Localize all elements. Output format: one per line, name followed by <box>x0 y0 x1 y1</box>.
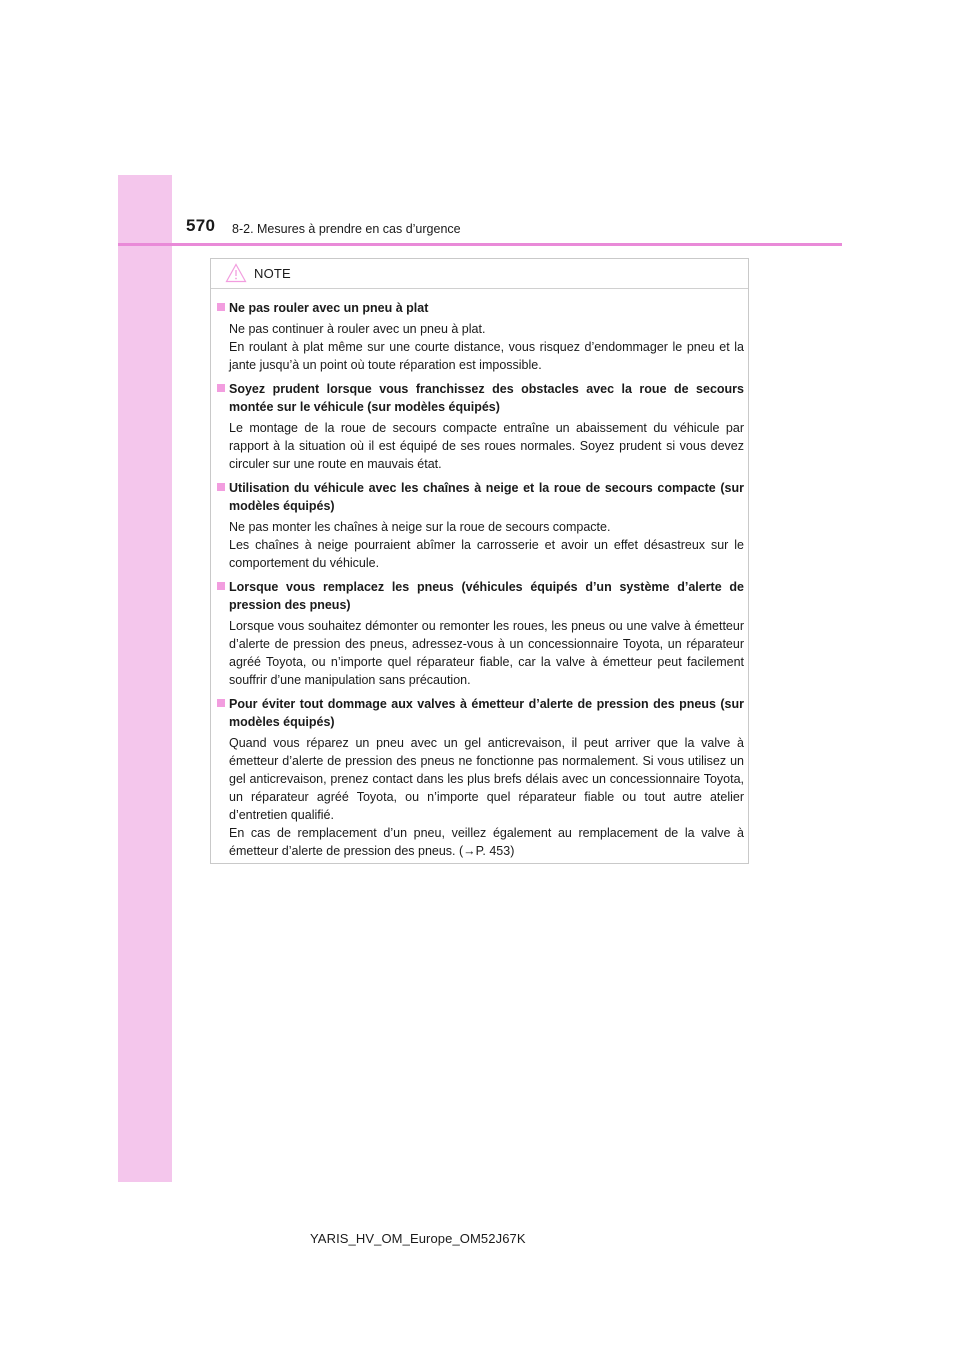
header-rule <box>118 243 842 246</box>
square-bullet-icon <box>217 483 225 491</box>
note-item-text: Quand vous réparez un pneu avec un gel anticrevaison, il peut arriver que la valve à émetteur d’alerte de pression des pneus ne fonctionne pas normalement. Si vous utilisez un gel anticrevaison, prenez contact dans les plus brefs délais avec un concessionnaire Toyota, un réparateur agréé Toyota, ou n’importe quel réparateur fiable ou tout autre atelier d’entretien qualifié. <box>229 736 744 822</box>
section-title: 8-2. Mesures à prendre en cas d’urgence <box>232 222 461 236</box>
note-item-text: En cas de remplacement d’un pneu, veillez également au remplacement de la valve à émetteur d’alerte de pression des pneus. (→P. 453) <box>229 826 744 858</box>
note-item-title: Lorsque vous remplacez les pneus (véhicules équipés d’un système d’alerte de pression des pneus) <box>229 580 744 612</box>
note-item-text: En roulant à plat même sur une courte distance, vous risquez d’endommager le pneu et la jante jusqu’à un point où toute réparation est impossible. <box>229 340 744 372</box>
square-bullet-icon <box>217 303 225 311</box>
note-body <box>217 299 744 866</box>
note-item-text: Lorsque vous souhaitez démonter ou remonter les roues, les pneus ou une valve à émetteur d’alerte de pression des pneus, adressez-vous à un concessionnaire Toyota, un réparateur agréé Toyota, ou n’importe quel réparateur fiable, car la valve à émetteur peut facilement souffrir d’une manipulation sans précaution. <box>229 619 744 687</box>
note-item-text: Les chaînes à neige pourraient abîmer la carrosserie et avoir un effet désastreux sur le comportement du véhicule. <box>229 538 744 570</box>
page-number: 570 <box>186 216 216 235</box>
note-item <box>217 299 744 374</box>
note-item-title: Utilisation du véhicule avec les chaînes à neige et la roue de secours compacte (sur modèles équipés) <box>229 481 744 513</box>
note-item-title: Ne pas rouler avec un pneu à plat <box>229 301 429 315</box>
note-item <box>217 380 744 473</box>
note-header <box>211 259 748 289</box>
note-item-text: Ne pas continuer à rouler avec un pneu à plat. <box>229 322 486 336</box>
note-item <box>217 479 744 572</box>
note-item-title: Pour éviter tout dommage aux valves à émetteur d’alerte de pression des pneus (sur modèles équipés) <box>229 697 744 729</box>
note-item <box>217 578 744 689</box>
square-bullet-icon <box>217 582 225 590</box>
note-label: NOTE <box>254 266 291 281</box>
side-color-band <box>118 175 172 1182</box>
note-item-text: Le montage de la roue de secours compacte entraîne un abaissement du véhicule par rapport à la situation où il est équipé de ses roues normales. Soyez prudent si vous devez circuler sur une route en mauvais état. <box>229 421 744 471</box>
square-bullet-icon <box>217 384 225 392</box>
note-item-text: Ne pas monter les chaînes à neige sur la roue de secours compacte. <box>229 520 611 534</box>
note-item <box>217 695 744 860</box>
document-code: YARIS_HV_OM_Europe_OM52J67K <box>310 1231 526 1246</box>
note-box <box>210 258 749 864</box>
note-item-title: Soyez prudent lorsque vous franchissez des obstacles avec la roue de secours montée sur le véhicule (sur modèles équipés) <box>229 382 744 414</box>
square-bullet-icon <box>217 699 225 707</box>
warning-triangle-icon <box>225 263 247 283</box>
